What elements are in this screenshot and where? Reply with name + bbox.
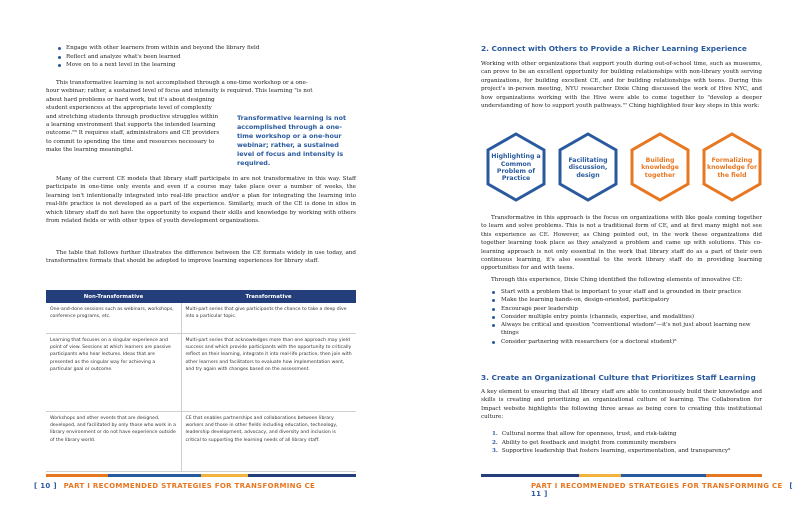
paragraph-elements-intro: Through this experience, Dixie Ching identified the following elements of innovative CE: — [491, 277, 743, 283]
hexagon-step-2 — [557, 132, 619, 202]
text-line: student experiences at the appropriate level of complexity — [46, 105, 212, 112]
paragraph-table-intro: The table that follows further illustrates the difference between the CE formats widely in use today, and transformative formats that should be adopted to improve learning experiences for library staff. — [46, 250, 356, 265]
list-item: Consider partnering with researchers (or a doctoral student)⁸ — [492, 338, 762, 346]
hexagon-step-4 — [701, 132, 763, 202]
column-header-transformative: Transformative — [181, 290, 356, 303]
list-item: Make the learning hands-on, design-oriented, participatory — [492, 296, 762, 304]
text-line: about hard problems or hard work, but it's about designing — [46, 96, 215, 103]
text-line: a learning environment that supports the intended learning — [46, 122, 216, 129]
table-cell: Multi-part series that give participants the chance to take a deep dive into a particular topic. — [181, 303, 356, 333]
text-line: outcome."⁶ It requires staff, administrators and CE providers — [46, 130, 220, 137]
table-header-row — [46, 290, 356, 303]
paragraph-ce-models: Many of the current CE models that library staff participate in are not transformative in this way. Staff participate in one-time only events and even if a course may take place over a number of weeks, the learning isn't intentionally integrated into real-life practice and/or a plan for integrating the learning into real-life practice is not developed as a part of the experience. Similarly, much of the CE is done in silos in which library staff do not have the opportunity to expand their skills and knowledge by working with others from related fields or with other types of youth development organizations. — [46, 176, 356, 225]
intro-paragraph-line-1 — [46, 79, 356, 87]
pull-quote-callout: Transformative learning is not accomplished through a one-time workshop or a one-hour webinar; rather, a sustained level of focus and intensity is required. — [237, 114, 347, 167]
paragraph-transformative-approach: Transformative in this approach is the focus on organizations with like goals coming together to learn and solve problems. This is not a traditional form of CE, and at first many might not see this experience as CE. However, as Ching pointed out, in the work these organizations did together learning took place as they analyzed a problem and came up with solutions. This co-learning approach is not only essential in the work that library staff do as a part of their own continuous learning, it's also essential to the work library staff do in providing learning opportunities for and with teens. — [481, 215, 762, 272]
left-footer — [34, 482, 315, 490]
table-row — [46, 303, 356, 333]
right-footer — [531, 482, 800, 498]
hexagon-label: Formalizing knowledge for the field — [707, 156, 758, 179]
innovative-ce-list — [492, 288, 762, 346]
list-item: Always be critical and question "conventional wisdom"—it's not just about learning new things — [492, 321, 762, 338]
table-cell: Multi-part series that acknowledges more than one approach may yield success and which provide participants with the opportunity to critically reflect on their learning, integrate it into real-life practice, then join with other learners and facilitators to evaluate how implementation went, and try again with changes based on the assessment. — [181, 333, 356, 411]
footer-color-band — [481, 474, 762, 477]
intro-paragraph — [46, 87, 356, 95]
hexagon-label: Building knowledge together — [641, 156, 679, 179]
text-line: to commit to spending the time and resources necessary to — [46, 138, 215, 145]
list-item: Engage with other learners from within and beyond the library field — [58, 44, 358, 53]
intro-paragraph-wrap — [46, 96, 232, 155]
steps-hexagons — [481, 132, 762, 204]
text-line: This transformative learning is not accomplished through a one-time workshop or a one- — [56, 80, 308, 86]
text-line: hour webinar; rather, a sustained level of focus and intensity is required. This learning "is not — [46, 88, 313, 95]
culture-numbered-list — [492, 430, 762, 456]
table-row — [46, 333, 356, 411]
comparison-table — [46, 290, 356, 472]
table-cell: CE that enables partnerships and collaborations between library workers and those in other fields including education, technology, leadership development, advocacy, and diversity and inclusion is critical to supporting the learning needs of all library staff. — [181, 411, 356, 471]
hexagon-step-1 — [485, 132, 547, 202]
list-item: Encourage peer leadership — [492, 305, 762, 313]
footer-title: PART I RECOMMENDED STRATEGIES FOR TRANSFORMING CE — [63, 482, 316, 490]
paragraph-org-culture: A key element to ensuring that all library staff are able to continuously build their knowledge and skills is creating and prioritizing an organizational culture of learning. The Collaboration for Impact website highlights the following three areas as being core to creating this institutional culture: — [481, 389, 762, 421]
list-item: 3. Supportive leadership that fosters learning, experimentation, and transparency⁹ — [492, 448, 731, 455]
hexagon-step-3 — [629, 132, 691, 202]
page-number: [ 10 ] — [34, 482, 57, 490]
hexagon-label: Highlighting a Common Problem of Practice — [491, 153, 541, 183]
text-line: make the learning meaningful. — [46, 147, 134, 154]
list-item: Reflect and analyze what's been learned — [58, 53, 358, 62]
table-cell: Learning that focuses on a singular experience and point of view. Sessions at which learners are passive participants who hear lectures. Ideas that are presented as the singular way for achieving a particular goal or outcome. — [46, 333, 181, 411]
list-item: Move on to a next level in the learning — [58, 61, 358, 70]
list-item: 1. Cultural norms that allow for openness, trust, and risk-taking — [492, 431, 677, 437]
text-line: and stretching students through productive struggles within — [46, 113, 219, 120]
section-heading-2: 2. Connect with Others to Provide a Richer Learning Experience — [481, 44, 747, 53]
footer-title: PART I RECOMMENDED STRATEGIES FOR TRANSFORMING CE — [531, 482, 783, 490]
section-heading-3: 3. Create an Organizational Culture that Prioritizes Staff Learning — [481, 373, 756, 382]
hexagon-label: Facilitating discussion, design — [568, 156, 608, 179]
paragraph-connect: Working with other organizations that support youth during out-of-school time, such as museums, can prove to be an excellent opportunity for building relationships with non-library youth serving organizations, for building excellent CE, and for building relationships with teens. During this project's in-person meeting, NYU researcher Dixie Ching discussed the work of Hive NYC, and how organizations working with the Hive were able to come together to "develop a deeper understanding of how to support youth pathways."⁷ Ching highlighted four key steps in this work: — [481, 61, 762, 110]
left-bullet-list — [58, 44, 358, 70]
column-header-non-transformative: Non-Transformative — [46, 290, 181, 303]
table-cell: One-and-done sessions such as webinars, workshops, conference programs, etc. — [46, 303, 181, 333]
list-item: Start with a problem that is important to your staff and is grounded in their practice — [492, 288, 762, 296]
list-item: 2. Ability to get feedback and insight from community members — [492, 439, 677, 446]
footer-color-band — [46, 474, 356, 477]
table-row — [46, 411, 356, 471]
list-item: Consider multiple entry points (channels, expertise, and modalities) — [492, 313, 762, 321]
page-number: [ 11 ] — [531, 482, 793, 498]
table-cell: Workshops and other events that are designed, developed, and facilitated by only those who work in a library environment or do not have experience outside of the library world. — [46, 411, 181, 471]
